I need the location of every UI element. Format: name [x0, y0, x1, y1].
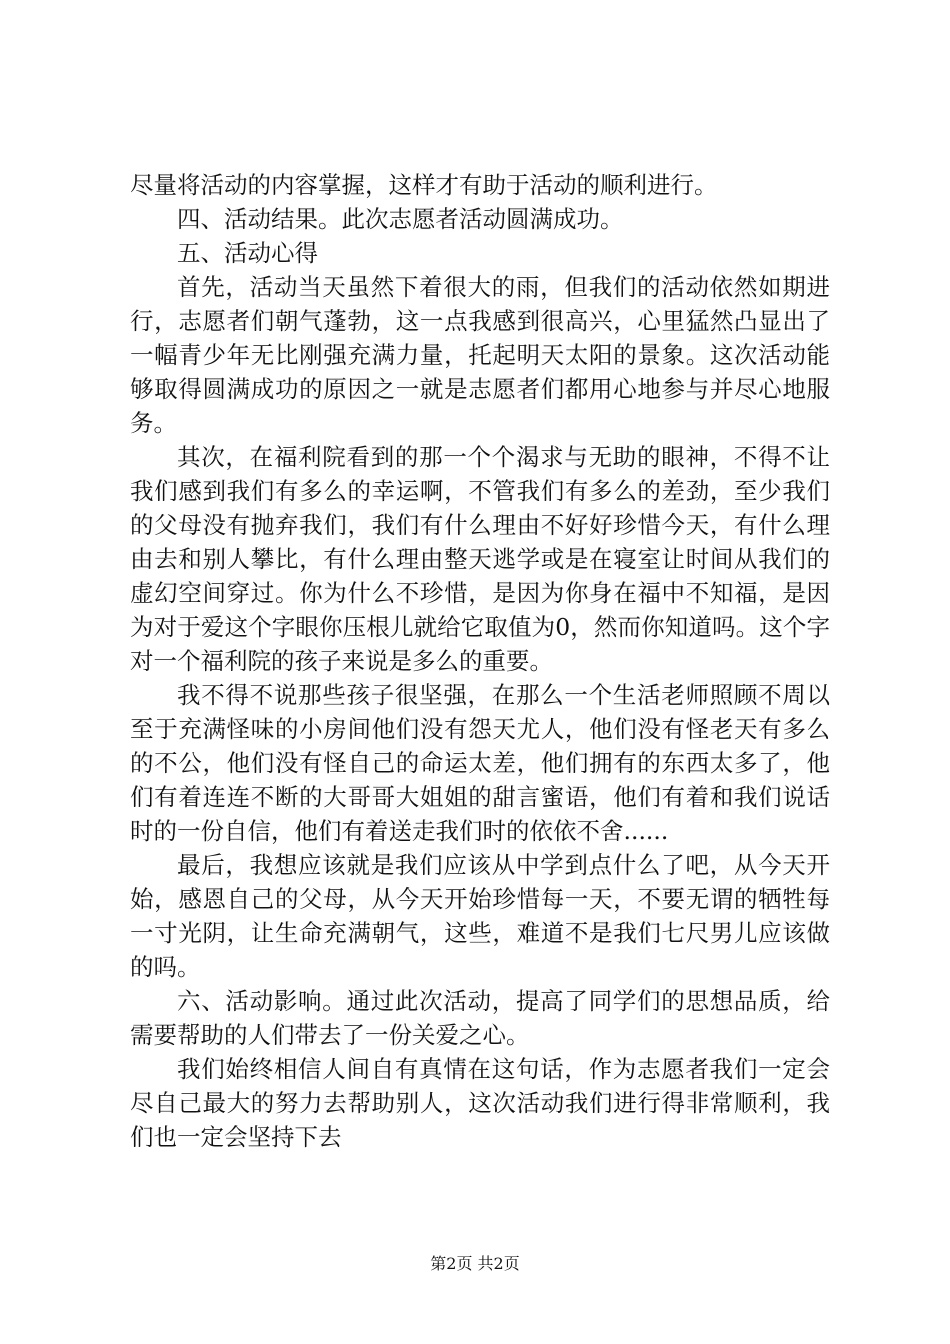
paragraph-children: 我不得不说那些孩子很坚强，在那么一个生活老师照顾不周以至于充满怪味的小房间他们没有怨天尤人，他们没有怪老天有多么的不公，他们没有怪自己的命运太差，他们拥有的东西太多了，他们有着连连不断的大哥哥大姐姐的甜言蜜语，他们有着和我们说话时的一份自信，他们有着送走我们时的依依不舍......	[130, 681, 830, 845]
document-body	[130, 168, 830, 1154]
page-number-footer: 第2页 共2页	[430, 1254, 520, 1273]
paragraph-first: 首先，活动当天虽然下着很大的雨，但我们的活动依然如期进行，志愿者们朝气蓬勃，这一点我感到很高兴，心里猛然凸显出了一幅青少年无比刚强充满力量，托起明天太阳的景象。这次活动能够取得圆满成功的原因之一就是志愿者们都用心地参与并尽心地服务。	[130, 273, 830, 437]
paragraph-finally: 最后，我想应该就是我们应该从中学到点什么了吧，从今天开始，感恩自己的父母，从今天开始珍惜每一天，不要无谓的牺牲每一寸光阴，让生命充满朝气，这些，难道不是我们七尺男儿应该做的吗。	[130, 851, 830, 981]
paragraph-second: 其次，在福利院看到的那一个个渴求与无助的眼神，不得不让我们感到我们有多么的幸运啊，不管我们有多么的差劲，至少我们的父母没有抛弃我们，我们有什么理由不好好珍惜今天，有什么理由去和别人攀比，有什么理由整天逃学或是在寝室让时间从我们的虚幻空间穿过。你为什么不珍惜，是因为你身在福中不知福，是因为对于爱这个字眼你压根儿就给它取值为0，然而你知道吗。这个字对一个福利院的孩子来说是多么的重要。	[130, 443, 830, 675]
paragraph-closing: 我们始终相信人间自有真情在这句话，作为志愿者我们一定会尽自己最大的努力去帮助别人，这次活动我们进行得非常顺利，我们也一定会坚持下去	[130, 1055, 830, 1151]
paragraph-section-6-impact: 六、活动影响。通过此次活动，提高了同学们的思想品质，给需要帮助的人们带去了一份关爱之心。	[130, 987, 830, 1049]
paragraph-section-4-result: 四、活动结果。此次志愿者活动圆满成功。	[177, 205, 624, 233]
paragraph-continuation: 尽量将活动的内容掌握，这样才有助于活动的顺利进行。	[130, 171, 718, 199]
paragraph-section-5-heading: 五、活动心得	[177, 239, 318, 267]
